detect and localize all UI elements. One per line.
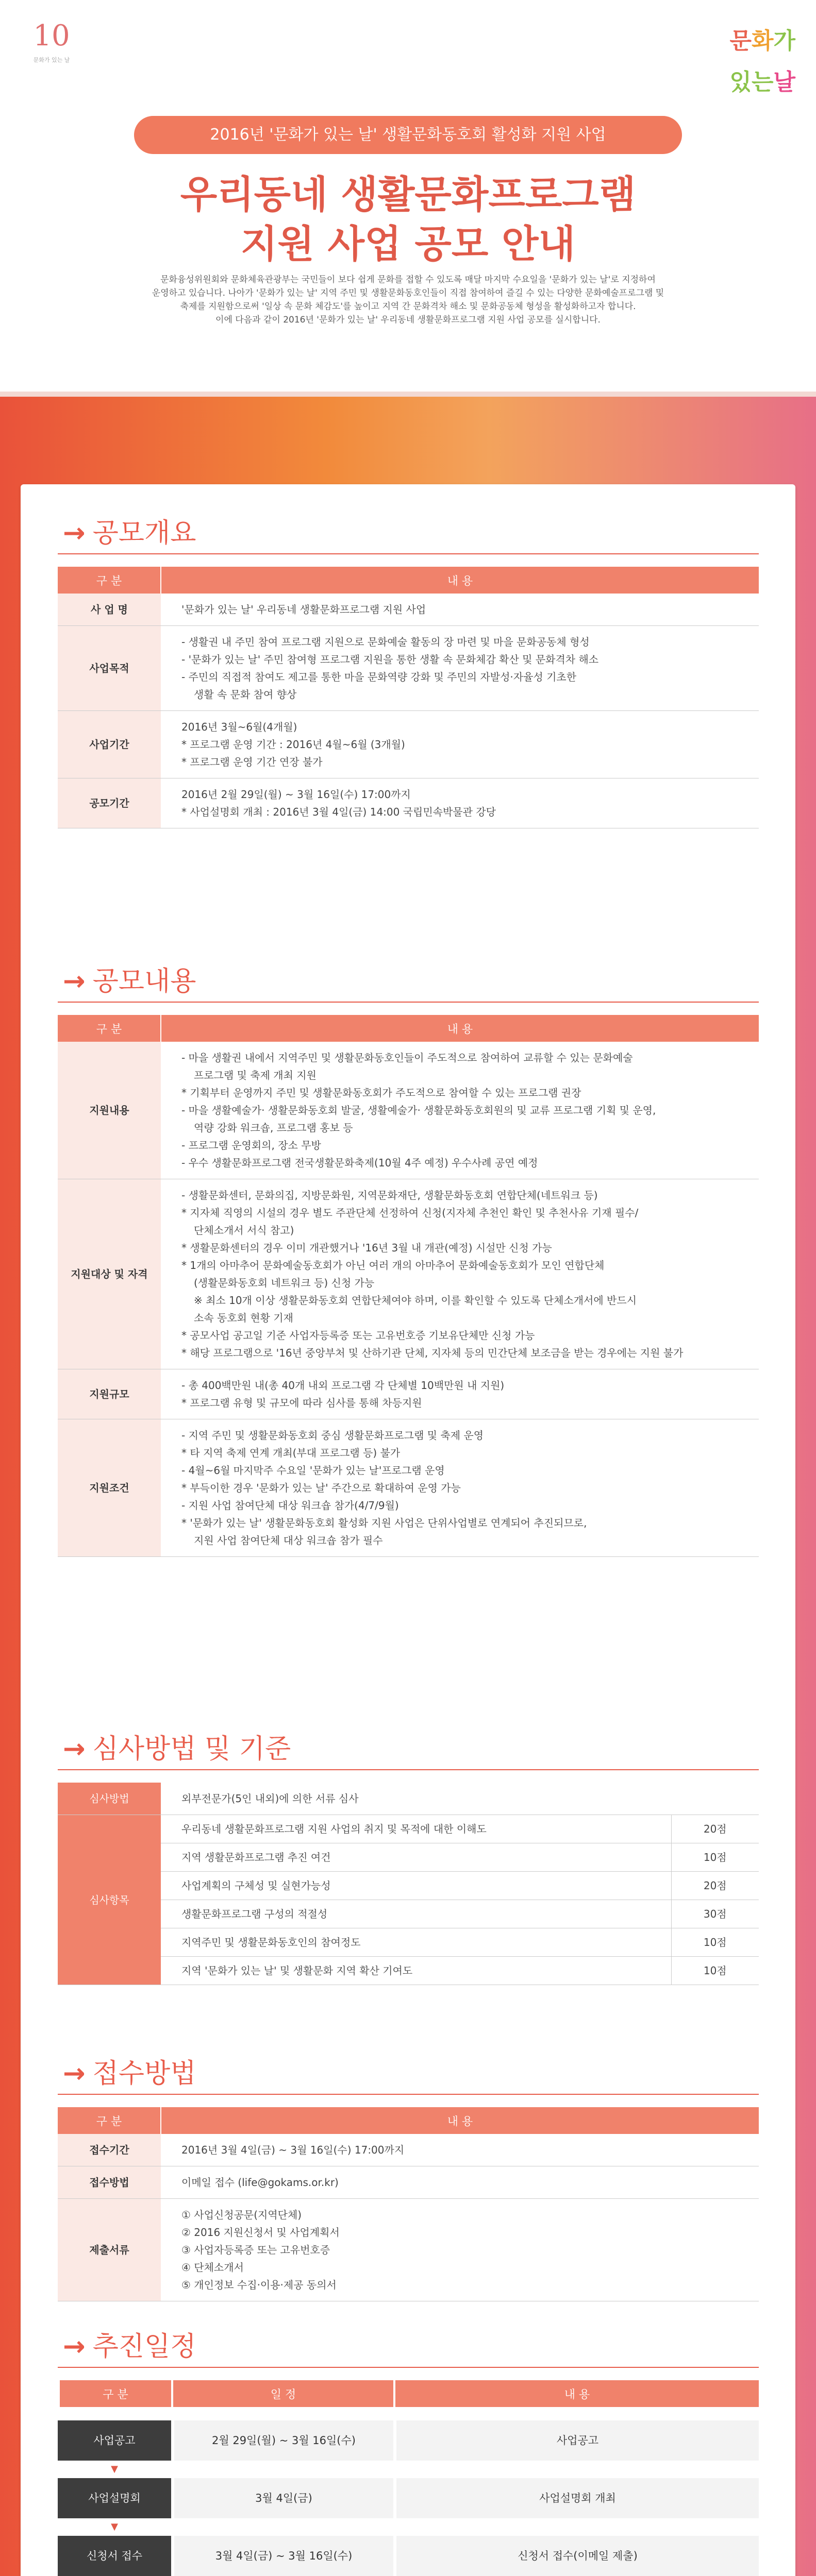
row-value-line: 역량 강화 워크숍, 프로그램 홍보 등 <box>194 1122 353 1134</box>
row-value-line: * 해당 프로그램으로 '16년 중앙부처 및 산하기관 단체, 지자체 등의 민간단체 보조금을 받는 경우에는 지원 불가 <box>181 1347 684 1359</box>
row-value-line: * 생활문화센터의 경우 이미 개관했거나 '16년 3월 내 개관(예정) 시설만 신청 가능 <box>181 1242 552 1254</box>
row-value-line: ⑤ 개인정보 수집·이용·제공 동의서 <box>181 2279 337 2291</box>
criteria-points: 10점 <box>671 1928 759 1957</box>
row-value <box>161 1369 759 1419</box>
col-header: 내 용 <box>161 567 759 594</box>
row-value-line: 지원 사업 참여단체 대상 워크숍 참가 필수 <box>194 1534 383 1547</box>
row-label: 지원조건 <box>58 1419 161 1557</box>
row-label: 공모기간 <box>58 778 161 828</box>
row-value-line: '문화가 있는 날' 우리동네 생활문화프로그램 지원 사업 <box>181 603 426 616</box>
criteria-item: 지역 '문화가 있는 날' 및 생활문화 지역 확산 기여도 <box>161 1957 671 1985</box>
row-value-line: * 프로그램 유형 및 규모에 따라 심사를 통해 차등지원 <box>181 1397 422 1409</box>
review-table <box>58 1783 759 1985</box>
row-value-line: * 사업설명회 개최 : 2016년 3월 4일(금) 14:00 국립민속박물관 강당 <box>181 806 496 818</box>
section-title-text: 심사방법 및 기준 <box>92 1734 291 1765</box>
row-label: 사 업 명 <box>58 594 161 626</box>
culture-day-logo <box>21 21 82 77</box>
row-value-line: - 생활문화센터, 문화의집, 지방문화원, 지역문화재단, 생활문화동호회 연합단체(네트워크 등) <box>181 1189 598 1201</box>
table-row <box>58 1179 759 1369</box>
section-overview <box>58 515 759 828</box>
row-value-line: * '문화가 있는 날' 생활문화동호회 활성화 지원 사업은 단위사업별로 연계되어 추진되므로, <box>181 1517 587 1529</box>
col-header: 내 용 <box>161 2107 759 2134</box>
section-title-text: 공모내용 <box>92 966 196 997</box>
row-value-line: - 우수 생활문화프로그램 전국생활문화축제(10월 4주 예정) 우수사례 공연 예정 <box>181 1157 538 1169</box>
row-value-line: - 4월~6월 마지막주 수요일 '문화가 있는 날'프로그램 운영 <box>181 1464 445 1477</box>
row-value-line: 생활 속 문화 참여 향상 <box>194 688 297 701</box>
brand-logo-part: 문 <box>729 28 752 54</box>
row-value <box>161 2166 759 2199</box>
row-label: 사업기간 <box>58 711 161 778</box>
row-label: 접수방법 <box>58 2166 161 2199</box>
col-header: 구 분 <box>59 2380 172 2407</box>
arrow-icon: → <box>63 966 86 997</box>
col-header: 일 정 <box>172 2380 394 2407</box>
section-title-text: 추진일정 <box>92 2331 196 2362</box>
table-row <box>58 2134 759 2166</box>
table-row <box>58 2199 759 2301</box>
row-value-line: 이메일 접수 (life@gokams.or.kr) <box>181 2176 339 2189</box>
row-label: 심사항목 <box>58 1815 161 1985</box>
row-value-line: - 지원 사업 참여단체 대상 워크숍 참가(4/7/9월) <box>181 1499 399 1512</box>
section-review <box>58 1731 759 1985</box>
criteria-item: 지역 생활문화프로그램 추진 여건 <box>161 1843 671 1872</box>
row-value-line: ④ 단체소개서 <box>181 2261 244 2274</box>
row-value-line: * 지자체 직영의 시설의 경우 별도 주관단체 선정하여 신청(지자체 추천인 확인 및 추천사유 기재 필수/ <box>181 1207 639 1219</box>
row-value-line: - 주민의 직접적 참여도 제고를 통한 마을 문화역량 강화 및 주민의 자발성·자율성 기초한 <box>181 671 577 683</box>
schedule-desc: 사업설명회 개최 <box>396 2478 759 2518</box>
row-label: 접수기간 <box>58 2134 161 2166</box>
row-label: 지원규모 <box>58 1369 161 1419</box>
schedule-date: 3월 4일(금) <box>174 2478 393 2518</box>
row-value-line: - 마을 생활예술가· 생활문화동호회 발굴, 생활예술가· 생활문화동호회원의 및 교류 프로그램 기획 및 운영, <box>181 1104 656 1116</box>
table-row <box>58 1369 759 1419</box>
arrow-icon: → <box>63 1734 86 1765</box>
row-label: 제출서류 <box>58 2199 161 2301</box>
down-arrow-icon: ▼ <box>111 2521 118 2532</box>
row-value-line: (생활문화동호회 네트워크 등) 신청 가능 <box>194 1277 375 1289</box>
criteria-points: 10점 <box>671 1843 759 1872</box>
section-title <box>58 515 759 554</box>
schedule-step: 신청서 접수 <box>58 2536 171 2576</box>
criteria-points: 10점 <box>671 1957 759 1985</box>
table-row <box>58 778 759 828</box>
intro-line: 운영하고 있습니다. 나아가 '문화가 있는 날' 지역 주민 및 생활문화동호인들이 직접 참여하여 즐길 수 있는 다양한 문화예술프로그램 및 <box>152 288 664 298</box>
row-value-line: ③ 사업자등록증 또는 고유번호증 <box>181 2244 330 2256</box>
arrow-icon: → <box>63 518 86 549</box>
col-header: 내 용 <box>394 2380 759 2407</box>
row-value-line: * 부득이한 경우 '문화가 있는 날' 주간으로 확대하여 운영 가능 <box>181 1482 461 1494</box>
row-value <box>161 594 759 626</box>
row-value-line: * 공모사업 공고일 기준 사업자등록증 또는 고유번호증 기보유단체만 신청 가능 <box>181 1329 535 1342</box>
col-header: 구 분 <box>58 1015 161 1042</box>
arrow-icon: → <box>63 2058 86 2089</box>
schedule-header <box>58 2380 759 2407</box>
table-row <box>58 1042 759 1179</box>
table-row <box>58 1872 759 1900</box>
page-title-line2: 지원 사업 공모 안내 <box>240 222 576 266</box>
row-value-line: * 1개의 아마추어 문화예술동호회가 아닌 여러 개의 아마추어 문화예술동호회가 모인 연합단체 <box>181 1259 605 1272</box>
page-title-line1: 우리동네 생활문화프로그램 <box>180 173 636 217</box>
criteria-item: 지역주민 및 생활문화동호인의 참여정도 <box>161 1928 671 1957</box>
col-header: 내 용 <box>161 1015 759 1042</box>
section-schedule <box>58 2329 759 2576</box>
header <box>0 0 816 95</box>
table-row <box>58 1928 759 1957</box>
row-value-line: - 프로그램 운영회의, 장소 무방 <box>181 1139 321 1151</box>
criteria-points: 30점 <box>671 1900 759 1928</box>
row-label: 사업목적 <box>58 626 161 711</box>
section-title <box>58 2056 759 2095</box>
section-title <box>58 963 759 1003</box>
criteria-item: 생활문화프로그램 구성의 적절성 <box>161 1900 671 1928</box>
section-content <box>58 963 759 1557</box>
intro-text <box>62 273 754 327</box>
logo-number: 10 <box>33 19 70 53</box>
schedule-desc: 신청서 접수(이메일 제출) <box>396 2536 759 2576</box>
table-row <box>58 626 759 711</box>
row-value <box>161 626 759 711</box>
row-value-line: * 프로그램 운영 기간 연장 불가 <box>181 756 323 768</box>
logo-sub: 문화가 있는 날 <box>33 57 70 63</box>
schedule-row <box>58 2420 759 2461</box>
table-row <box>58 711 759 778</box>
col-header: 구 분 <box>58 567 161 594</box>
criteria-points: 20점 <box>671 1815 759 1843</box>
table-row <box>58 1957 759 1985</box>
row-value-line: - 마을 생활권 내에서 지역주민 및 생활문화동호인들이 주도적으로 참여하여 교류할 수 있는 문화예술 <box>181 1052 633 1064</box>
page-title <box>0 170 816 269</box>
schedule-list <box>58 2420 759 2576</box>
row-value <box>161 1419 759 1557</box>
schedule-desc: 사업공고 <box>396 2420 759 2461</box>
criteria-item: 우리동네 생활문화프로그램 지원 사업의 취지 및 목적에 대한 이해도 <box>161 1815 671 1843</box>
col-header: 구 분 <box>58 2107 161 2134</box>
row-value-line: 2016년 3월 4일(금) ~ 3월 16일(수) 17:00까지 <box>181 2144 405 2156</box>
table-row <box>58 1843 759 1872</box>
row-value: 외부전문가(5인 내외)에 의한 서류 심사 <box>161 1783 759 1815</box>
row-label: 지원내용 <box>58 1042 161 1179</box>
table-row <box>58 1783 759 1815</box>
row-value <box>161 778 759 828</box>
brand-logo-part: 날 <box>773 69 795 95</box>
schedule-date: 2월 29일(월) ~ 3월 16일(수) <box>174 2420 393 2461</box>
row-value-line: * 프로그램 운영 기간 : 2016년 4월~6월 (3개월) <box>181 738 405 751</box>
row-value <box>161 1179 759 1369</box>
row-value-line: ① 사업신청공문(지역단체) <box>181 2209 302 2221</box>
project-banner: 2016년 '문화가 있는 날' 생활문화동호회 활성화 지원 사업 <box>134 116 682 154</box>
schedule-row <box>58 2478 759 2518</box>
table-row <box>58 1815 759 1843</box>
row-value <box>161 711 759 778</box>
schedule-row <box>58 2536 759 2576</box>
apply-table <box>58 2107 759 2301</box>
row-value-line: 프로그램 및 축제 개최 지원 <box>194 1069 317 1081</box>
row-value <box>161 2134 759 2166</box>
row-value-line: 단체소개서 서식 참고) <box>194 1224 294 1236</box>
arrow-icon: → <box>63 2331 86 2362</box>
row-value-line: - 지역 주민 및 생활문화동호회 중심 생활문화프로그램 및 축제 운영 <box>181 1429 484 1442</box>
table-row <box>58 2166 759 2199</box>
content-table <box>58 1015 759 1557</box>
intro-line: 문화융성위원회와 문화체육관광부는 국민들이 보다 쉽게 문화를 접할 수 있도록 매달 마지막 수요일을 '문화가 있는 날'로 지정하여 <box>160 275 656 285</box>
schedule-step: 사업공고 <box>58 2420 171 2461</box>
schedule-step: 사업설명회 <box>58 2478 171 2518</box>
row-value-line: * 기획부터 운영까지 주민 및 생활문화동호회가 주도적으로 참여할 수 있는 프로그램 권장 <box>181 1087 581 1099</box>
section-title <box>58 1731 759 1770</box>
criteria-points: 20점 <box>671 1872 759 1900</box>
section-title <box>58 2329 759 2368</box>
row-value <box>161 2199 759 2301</box>
down-arrow-icon: ▼ <box>111 2464 118 2475</box>
row-value-line: 2016년 3월~6월(4개월) <box>181 721 297 733</box>
schedule-date: 3월 4일(금) ~ 3월 16일(수) <box>174 2536 393 2576</box>
row-value-line: - '문화가 있는 날' 주민 참여형 프로그램 지원을 통한 생활 속 문화체감 확산 및 문화격차 해소 <box>181 653 599 666</box>
row-value-line: ② 2016 지원신청서 및 사업계획서 <box>181 2226 340 2239</box>
row-value-line: * 타 지역 축제 연계 개최(부대 프로그램 등) 불가 <box>181 1447 401 1459</box>
row-label: 심사방법 <box>58 1783 161 1815</box>
table-row <box>58 1900 759 1928</box>
row-value-line: ※ 최소 10개 이상 생활문화동호회 연합단체여야 하며, 이를 확인할 수 있도록 단체소개서에 반드시 <box>194 1294 637 1307</box>
section-title-text: 접수방법 <box>92 2058 196 2089</box>
section-title-text: 공모개요 <box>92 518 196 549</box>
row-value <box>161 1042 759 1179</box>
row-label: 지원대상 및 자격 <box>58 1179 161 1369</box>
overview-table <box>58 567 759 828</box>
row-value-line: - 총 400백만원 내(총 40개 내외 프로그램 각 단체별 10백만원 내 지원) <box>181 1379 505 1392</box>
criteria-item: 사업계획의 구체성 및 실현가능성 <box>161 1872 671 1900</box>
row-value-line: 2016년 2월 29일(월) ~ 3월 16일(수) 17:00까지 <box>181 788 411 801</box>
table-row <box>58 1419 759 1557</box>
table-row <box>58 594 759 626</box>
brand-logo-part: 가있는 <box>729 28 795 95</box>
brand-logo <box>708 21 795 95</box>
brand-logo-part: 화 <box>751 28 774 54</box>
section-apply <box>58 2056 759 2301</box>
row-value-line: - 생활권 내 주민 참여 프로그램 지원으로 문화예술 활동의 장 마련 및 마을 문화공동체 형성 <box>181 636 590 648</box>
row-value-line: 소속 동호회 현황 기재 <box>194 1312 293 1324</box>
intro-line: 이에 다음과 같이 2016년 '문화가 있는 날' 우리동네 생활문화프로그램 지원 사업 공모를 실시합니다. <box>215 315 601 325</box>
intro-line: 축제를 지원함으로써 '일상 속 문화 체감도'를 높이고 지역 간 문화격차 해소 및 문화공동체 형성을 활성화하고자 합니다. <box>180 301 636 312</box>
